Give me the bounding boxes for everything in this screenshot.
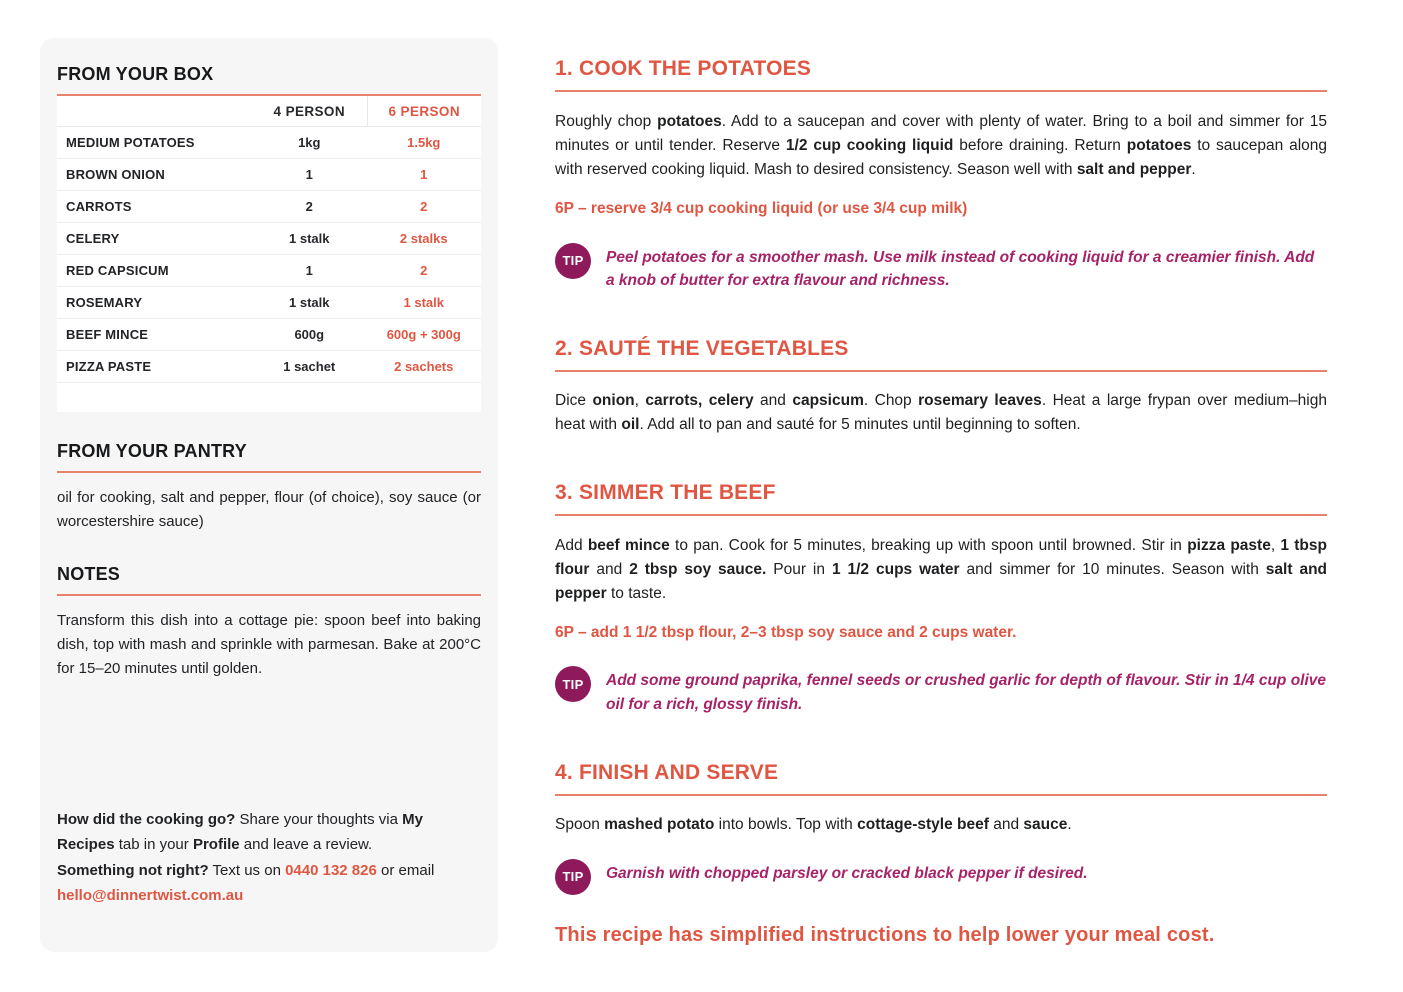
tip-text: Add some ground paprika, fennel seeds or crushed garlic for depth of flavour. Stir in 1/4 cup olive oil for a rich, glossy finish. <box>606 672 1327 713</box>
pantry-title: FROM YOUR PANTRY <box>57 441 481 473</box>
tip-text: Peel potatoes for a smoother mash. Use milk instead of cooking liquid for a creamier finish. Add a knob of butter for extra flavour and richness. <box>606 248 1315 290</box>
contact-support-line: Something not right? Text us on 0440 132 826 or email hello@dinnertwist.com.au <box>57 861 435 904</box>
pantry-text: oil for cooking, salt and pepper, flour (of choice), soy sauce (or worcestershire sauce) <box>57 489 481 531</box>
table-row <box>57 223 481 255</box>
table-row <box>57 159 481 191</box>
step-3-tip <box>555 666 1327 716</box>
step-4-tip <box>555 859 1327 895</box>
qty-6-person: 1 stalk <box>403 295 444 310</box>
qty-4-person: 1 <box>305 167 313 182</box>
header-4-person: 4 PERSON <box>273 103 345 119</box>
qty-6-person: 2 stalks <box>399 231 448 246</box>
qty-4-person: 1 <box>305 263 313 278</box>
step-1-title: 1. COOK THE POTATOES <box>555 57 1327 92</box>
qty-4-person: 1 sachet <box>283 359 336 374</box>
qty-6-person: 2 sachets <box>394 359 454 374</box>
instructions-column <box>555 40 1327 895</box>
qty-6-person: 2 <box>420 199 428 214</box>
table-row <box>57 191 481 223</box>
step-4-title: 4. FINISH AND SERVE <box>555 761 1327 796</box>
ingredients-panel <box>40 38 498 952</box>
step-2 <box>555 337 1327 437</box>
qty-6-person: 1 <box>420 167 428 182</box>
step-1-6p-note: 6P – reserve 3/4 cup cooking liquid (or use 3/4 cup milk) <box>555 200 968 218</box>
ingredient-name: MEDIUM POTATOES <box>66 135 195 150</box>
header-6-person: 6 PERSON <box>367 96 482 127</box>
ingredient-name: BROWN ONION <box>66 167 165 182</box>
table-header-row <box>57 96 481 127</box>
email-link[interactable]: hello@dinnertwist.com.au <box>57 886 244 904</box>
step-3-body: Add beef mince to pan. Cook for 5 minutes, breaking up with spoon until browned. Stir in pizza paste, 1 tbsp flour and 2 tbsp soy sauce. Pour in 1 1/2 cups water and simmer for 10 minutes. Season with salt and pepper to taste. <box>555 536 1327 602</box>
box-table <box>57 96 481 412</box>
table-row <box>57 287 481 319</box>
notes-text: Transform this dish into a cottage pie: spoon beef into baking dish, top with mash and sprinkle with parmesan. Bake at 200°C for 15–20 minutes until golden. <box>57 611 481 678</box>
qty-6-person: 1.5kg <box>407 135 441 150</box>
ingredient-name: PIZZA PASTE <box>66 359 152 374</box>
tip-text: Garnish with chopped parsley or cracked black pepper if desired. <box>606 864 1088 882</box>
ingredient-name: CARROTS <box>66 199 132 214</box>
step-3 <box>555 481 1327 716</box>
table-row <box>57 255 481 287</box>
notes-title: NOTES <box>57 564 481 596</box>
ingredient-name: BEEF MINCE <box>66 327 149 342</box>
tip-badge: TIP <box>555 243 591 279</box>
qty-6-person: 2 <box>420 263 428 278</box>
contact-note <box>57 807 481 908</box>
table-spacer <box>57 383 481 412</box>
cost-note: This recipe has simplified instructions to help lower your meal cost. <box>555 924 1215 946</box>
table-row <box>57 127 481 159</box>
qty-4-person: 1 stalk <box>289 231 330 246</box>
tip-badge: TIP <box>555 666 591 702</box>
step-1 <box>555 57 1327 292</box>
step-2-title: 2. SAUTÉ THE VEGETABLES <box>555 337 1327 372</box>
tip-badge: TIP <box>555 859 591 895</box>
step-2-body: Dice onion, carrots, celery and capsicum. Chop rosemary leaves. Heat a large frypan over medium–high heat with oil. Add all to pan and sauté for 5 minutes until beginning to soften. <box>555 392 1327 434</box>
step-4-body: Spoon mashed potato into bowls. Top with cottage-style beef and sauce. <box>555 815 1072 833</box>
ingredient-name: ROSEMARY <box>66 295 143 310</box>
qty-6-person: 600g + 300g <box>386 327 461 342</box>
box-title: FROM YOUR BOX <box>57 64 481 96</box>
step-3-6p-note: 6P – add 1 1/2 tbsp flour, 2–3 tbsp soy sauce and 2 cups water. <box>555 624 1017 642</box>
ingredient-name: CELERY <box>66 231 120 246</box>
step-1-body: Roughly chop potatoes. Add to a saucepan and cover with plenty of water. Bring to a boil and simmer for 15 minutes or until tender. Reserve 1/2 cup cooking liquid before draining. Return potatoes to saucepan along with reserved cooking liquid. Mash to desired consistency. Season well with salt and pepper. <box>555 112 1328 178</box>
ingredient-name: RED CAPSICUM <box>66 263 169 278</box>
qty-4-person: 2 <box>305 199 313 214</box>
contact-review-line: How did the cooking go? Share your thoughts via My Recipes tab in your Profile and leave a review. <box>57 811 423 854</box>
step-4 <box>555 761 1327 895</box>
qty-4-person: 1kg <box>298 135 321 150</box>
qty-4-person: 600g <box>294 327 325 342</box>
table-row <box>57 351 481 383</box>
step-1-tip <box>555 243 1327 293</box>
phone-link[interactable]: 0440 132 826 <box>285 861 377 879</box>
qty-4-person: 1 stalk <box>289 295 330 310</box>
step-3-title: 3. SIMMER THE BEEF <box>555 481 1327 516</box>
table-row <box>57 319 481 351</box>
